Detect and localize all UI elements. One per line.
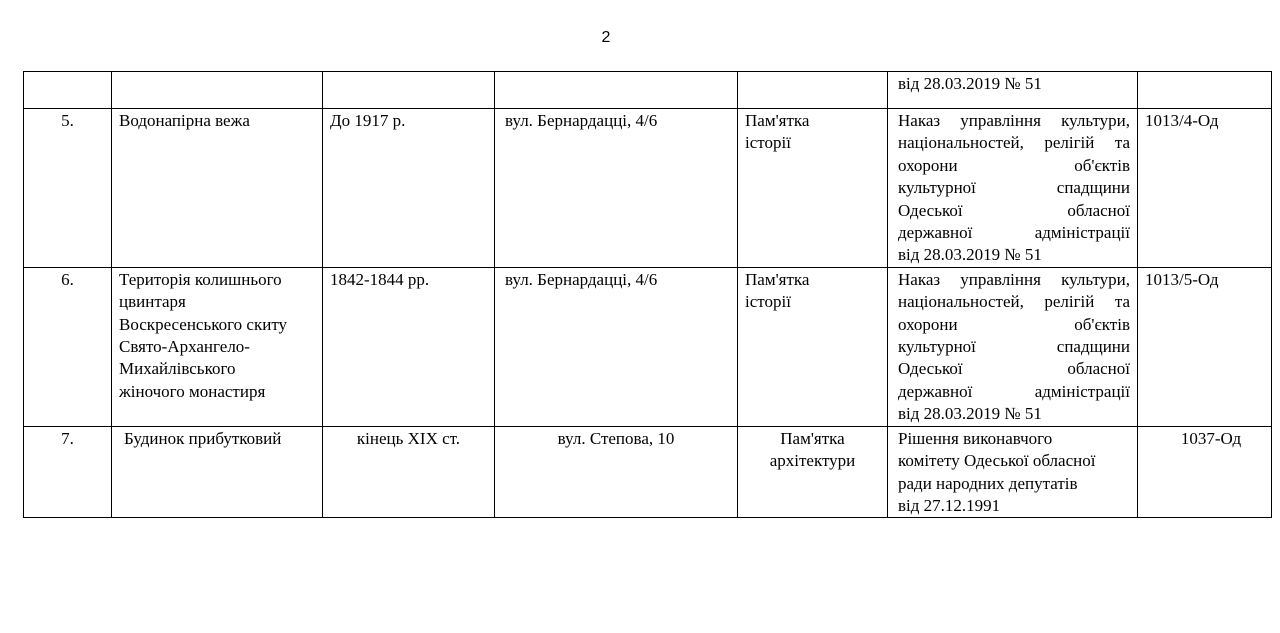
name-line: Водонапірна вежа — [119, 111, 250, 130]
name-line: цвинтаря — [119, 292, 186, 312]
document-line: від 27.12.1991 — [898, 495, 1001, 515]
cell-document — [888, 426, 1138, 518]
table-row — [24, 426, 1272, 518]
name-line: Воскресенського скиту — [119, 314, 288, 334]
cell-date: 1842-1844 рр. — [323, 267, 495, 426]
document-line: культурної спадщини — [898, 178, 1130, 198]
name-line: Територія колишнього — [119, 269, 282, 289]
cell-reg — [1138, 72, 1272, 109]
cell-address — [495, 72, 738, 109]
cell-number — [24, 72, 112, 109]
cell-document — [888, 267, 1138, 426]
document-line: охорони об'єктів — [898, 155, 1130, 175]
document-line: Наказ управління культури, — [898, 269, 1130, 289]
cell-reg: 1037-Од — [1138, 426, 1272, 518]
document-line: охорони об'єктів — [898, 314, 1130, 334]
document-line: державної адміністрації — [898, 381, 1130, 401]
name-line: жіночого монастиря — [119, 381, 266, 401]
document-line: від 28.03.2019 № 51 — [898, 74, 1042, 93]
cell-date — [323, 72, 495, 109]
type-line: Пам'ятка — [745, 111, 810, 130]
cell-type — [738, 267, 888, 426]
cell-number: 5. — [24, 109, 112, 268]
document-line: від 28.03.2019 № 51 — [898, 404, 1042, 424]
document-line: культурної спадщини — [898, 337, 1130, 357]
cell-number: 6. — [24, 267, 112, 426]
cell-type — [738, 72, 888, 109]
document-line: комітету Одеської обласної — [898, 451, 1096, 471]
cell-address: вул. Степова, 10 — [495, 426, 738, 518]
cell-reg: 1013/4-Од — [1138, 109, 1272, 268]
type-line: історії — [745, 292, 791, 312]
name-line: Михайлівського — [119, 359, 236, 379]
document-line: національностей, релігій та — [898, 292, 1130, 312]
name-line: Свято-Архангело- — [119, 337, 250, 357]
document-line: від 28.03.2019 № 51 — [898, 245, 1042, 265]
table-row — [24, 267, 1272, 426]
type-line: історії — [745, 133, 791, 153]
cell-address: вул. Бернардацці, 4/6 — [495, 109, 738, 268]
type-line: Пам'ятка — [780, 428, 845, 448]
cell-date: кінець XIX ст. — [323, 426, 495, 518]
cell-reg: 1013/5-Од — [1138, 267, 1272, 426]
cell-name — [112, 426, 323, 518]
cell-type — [738, 426, 888, 518]
cell-date: До 1917 р. — [323, 109, 495, 268]
type-line: архітектури — [769, 451, 856, 471]
cell-name — [112, 109, 323, 268]
monuments-table — [23, 71, 1272, 518]
table-row — [24, 109, 1272, 268]
table-row — [24, 72, 1272, 109]
cell-name — [112, 267, 323, 426]
type-line: Пам'ятка — [745, 269, 810, 289]
document-line: ради народних депутатів — [898, 473, 1078, 493]
cell-name — [112, 72, 323, 109]
cell-type — [738, 109, 888, 268]
cell-number: 7. — [24, 426, 112, 518]
document-line: Одеської обласної — [898, 359, 1130, 379]
cell-document — [888, 72, 1138, 109]
document-line: національностей, релігій та — [898, 133, 1130, 153]
document-line: Наказ управління культури, — [898, 111, 1130, 130]
document-line: державної адміністрації — [898, 223, 1130, 243]
document-line: Одеської обласної — [898, 200, 1130, 220]
document-line: Рішення виконавчого — [898, 428, 1053, 448]
name-line: Будинок прибутковий — [124, 428, 282, 448]
cell-address: вул. Бернардацці, 4/6 — [495, 267, 738, 426]
cell-document — [888, 109, 1138, 268]
page-number: 2 — [601, 29, 611, 46]
